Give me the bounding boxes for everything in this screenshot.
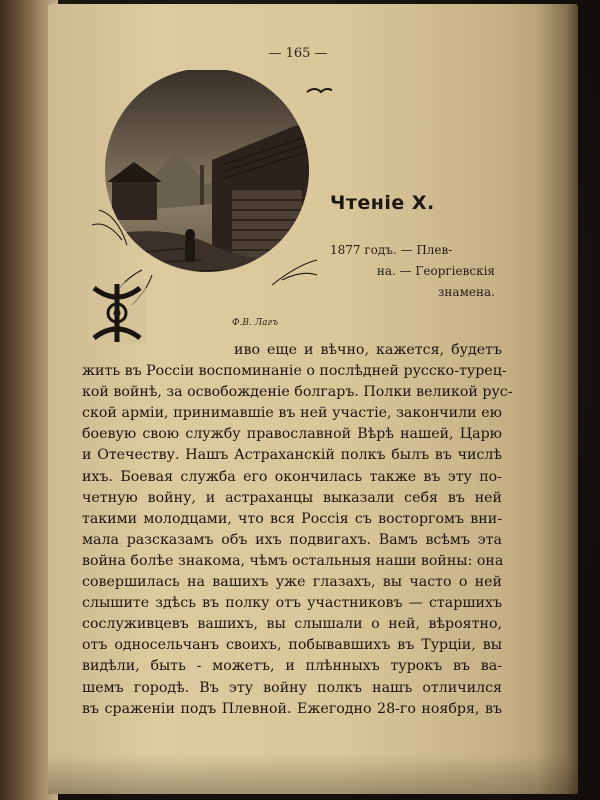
text-line: ихъ. Боевая служба его окончилась также въ эту по-: [82, 468, 502, 485]
text-line: видѣли, быть - можетъ, и плѣнныхъ турокъ въ ва-: [82, 658, 502, 675]
drop-initial-ornament: [86, 278, 148, 348]
text-line: война болѣе знакома, чѣмъ остальныя наши войны: она: [82, 552, 504, 569]
text-line: боевую свою службу православной Вѣрѣ нашей, Царю: [82, 426, 502, 443]
text-line: такими молодцами, что вся Россія съ восторгомъ вни-: [82, 510, 502, 527]
chapter-title: Чтеніе X.: [330, 192, 435, 214]
illustrator-signature: Ф.В. Лагъ: [232, 318, 279, 328]
body-text: [82, 340, 513, 720]
chapter-subtitle: [330, 240, 495, 303]
text-line: въ сраженіи подъ Плевной. Ежегодно 28-го ноября, въ: [82, 700, 502, 717]
chapter-subtitle-line-2: на. — Георгіевскія знамена.: [376, 264, 495, 299]
text-line: ской арміи, принимавшіе въ ней участіе, закончили ею: [82, 405, 502, 422]
text-line: и Отечеству. Нашъ Астраханскій полкъ былъ въ числѣ: [82, 447, 502, 464]
text-line: сослуживцевъ вашихъ, вы слышали о ней, вѣроятно,: [82, 616, 502, 633]
text-line: иво еще и вѣчно, кажется, будетъ: [234, 342, 502, 358]
page-curl-shadow: [538, 4, 578, 794]
text-line: жить въ Россіи воспоминаніе о послѣдней русско-турец-: [82, 363, 507, 380]
page-bottom-shadow: [48, 754, 578, 794]
text-line: кой войнѣ, за освобожденіе болгаръ. Полки великой рус-: [82, 384, 513, 401]
chapter-subtitle-line-1: 1877 годъ. — Плев-: [330, 243, 453, 257]
text-line: шемъ городѣ. Въ эту войну полкъ нашъ отличился: [82, 679, 502, 696]
text-line: мала разсказамъ объ ихъ подвигахъ. Вамъ всѣмъ эта: [82, 531, 502, 548]
text-line: отъ односельчанъ своихъ, побывавшихъ въ Турціи, вы: [82, 637, 502, 654]
text-line: слышите здѣсь въ полку отъ участниковъ — старшихъ: [82, 595, 502, 612]
text-line: совершилась на вашихъ уже глазахъ, вы часто о ней: [82, 574, 502, 591]
text-line: четную войну, и астраханцы выказали себя въ ней: [82, 489, 502, 506]
page-number: — 165 —: [268, 46, 328, 61]
